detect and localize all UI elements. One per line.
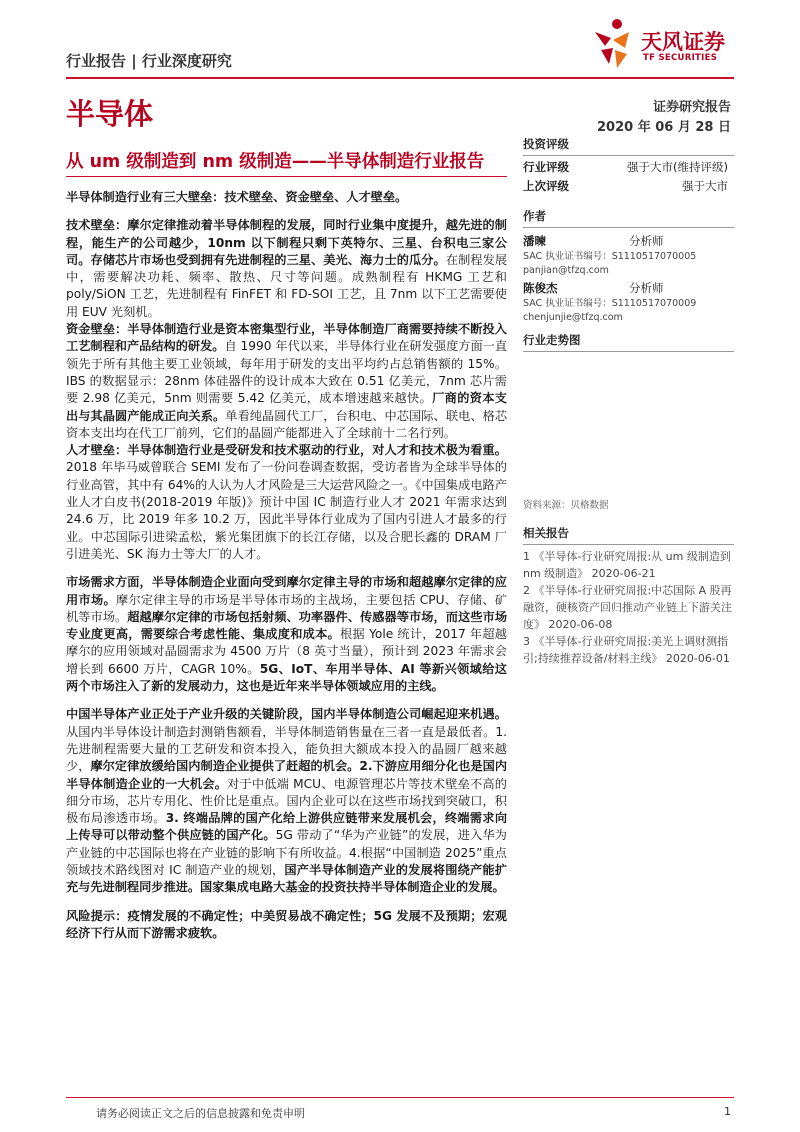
china-opportunity-paragraph	[66, 706, 507, 896]
market-demand-lead: 市场需求方面，半导体制造企业面向受到摩尔定律主导的市场和超越摩尔定律的应用市场。	[66, 575, 507, 607]
page-number: 1	[724, 1105, 731, 1118]
related-list	[523, 548, 734, 667]
prev-rating-row	[523, 177, 734, 196]
capital-barrier-body: 自 1990 年代以来，半导体行业在研发强度方面一直领先于所有其他主要工业领域，每年用于研发的支出平均约占总销售额的 15%。IBS 的数据显示：28nm 体硅器件的设计成本大致在 0.51 亿美元，7nm 芯片需要 2.98 亿美元，5nm 则需要 5.42 亿美元，成本增速越来越快。	[66, 339, 508, 406]
trend-source: 资料来源：贝格数据	[523, 500, 609, 511]
talent-barrier-lead: 人才壁垒：半导体制造行业是受研发和技术驱动的行业，对人才和技术极为看重。	[66, 443, 507, 458]
author-name: 潘暕	[523, 234, 546, 248]
china-opportunity-point-f: 国产半导体制造产业的发展将围绕产能扩充与先进制程同步推进。国家集成电路大基金的投资扶持半导体制造企业的发展。	[66, 862, 508, 895]
title-divider	[66, 176, 507, 177]
author-card	[523, 233, 734, 278]
report-title: 从 um 级制造到 nm 级制造——半导体制造行业报告	[66, 152, 485, 172]
related-header: 相关报告	[523, 525, 734, 545]
related-report-item[interactable]: 2 《半导体-行业研究周报:中芯国际 A 股再融资，硬核资产回归推动产业链上下游关注度》 2020-06-08	[523, 584, 732, 631]
capital-barrier-lead: 资金壁垒：半导体制造行业是资本密集型行业，半导体制造厂商需要持续不断投入工艺制程和产品结构的研发。	[66, 322, 507, 354]
tech-barrier-lead: 技术壁垒：摩尔定律推动着半导体制程的发展，同时行业集中度提升，越先进的制程，能生产的公司越少，10nm 以下制程只剩下英特尔、三星、台积电三家公司。存储芯片市场也受到拥有先进制程的三星、美光、海力士的瓜分。	[66, 218, 507, 267]
capital-barrier-tail: 单看纯晶圆代工厂，台积电、中芯国际、联电、格芯资本支出均在代工厂前列，它们的晶圆产能都进入了全球前十二名行列。	[66, 408, 508, 440]
china-opportunity-body-e: 5G 带动了“华为产业链”的发展，进入华为产业链的中芯国际也将在产业链的影响下有所收益。4.根据“中国制造 2025”重点领域技术路线图对 IC 制造产业的规划，	[66, 828, 507, 877]
trend-section	[523, 332, 734, 352]
market-demand-paragraph	[66, 574, 507, 695]
market-demand-body: 摩尔定律主导的市场是半导体市场的主战场，主要包括 CPU、存储、矿机等市场。	[66, 592, 508, 624]
china-opportunity-point-d: 3. 终端品牌的国产化给上游供应链带来发展机会，终端需求向上传导可以带动整个供应链的国产化。	[66, 811, 508, 843]
talent-barrier-paragraph	[66, 442, 507, 563]
related-report-item[interactable]: 3 《半导体-行业研究周报:美光上调财测指引;持续推荐设备/材料主线》 2020-06-01	[523, 635, 730, 665]
tech-barrier-body: 在制程发展中，需要解决功耗、频率、散热、尺寸等问题。成熟制程有 HKMG 工艺和 poly/SiON 工艺，先进制程有 FinFET 和 FD-SOI 工艺，且 7nm 以下工艺需要使用 EUV 光刻机。	[66, 252, 508, 319]
authors-header: 作者	[523, 208, 734, 228]
logo-mark-icon	[591, 18, 639, 74]
footer-disclaimer: 请务必阅读正文之后的信息披露和免责申明	[96, 1107, 305, 1120]
market-demand-stats: 根据 Yole 统计，2017 年超越摩尔的应用领域对晶圆需求为 4500 万片（8 英寸当量），预计到 2023 年需求会增长到 6600 万片，CAGR 10%。	[66, 627, 507, 676]
rating-value: 强于大市(维持评级)	[627, 160, 728, 174]
capital-barrier-emphasis: 厂商的资本支出与其晶圆产能成正向关系。	[66, 391, 507, 423]
market-demand-emphasis: 超越摩尔定律的市场包括射频、功率器件、传感器等市场，而这些市场专业度更高，需要综合考虑性能、集成度和成本。	[66, 609, 508, 642]
author-role: 分析师	[629, 281, 664, 295]
author-card	[523, 280, 734, 325]
prev-rating-value: 强于大市	[682, 179, 728, 193]
author-role: 分析师	[629, 234, 664, 248]
author-name: 陈俊杰	[523, 281, 558, 295]
related-section	[523, 525, 734, 667]
related-report-item[interactable]: 1 《半导体-行业研究周报:从 um 级制造到 nm 级制造》 2020-06-21	[523, 550, 731, 580]
main-content	[66, 189, 507, 953]
rating-header: 投资评级	[523, 136, 734, 156]
author-email[interactable]: chenjunjie@tfzq.com	[523, 312, 623, 323]
prev-rating-label: 上次评级	[523, 179, 569, 193]
logo-text-en: TF SECURITIES	[643, 53, 718, 63]
intro-paragraph: 半导体制造行业有三大壁垒：技术壁垒、资金壁垒、人才壁垒。	[66, 190, 408, 204]
rating-label: 行业评级	[523, 160, 569, 174]
authors-section	[523, 208, 734, 325]
china-opportunity-body-c: 对于中低端 MCU、电源管理芯片等技术壁垒不高的细分市场，芯片专用化、性价比是重点。国内企业可以在这些市场找到突破口，积极布局渗透市场。	[66, 776, 507, 826]
trend-chart-area	[523, 351, 734, 491]
report-type: 证券研究报告	[652, 100, 731, 115]
capital-barrier-paragraph	[66, 321, 507, 442]
rating-row	[523, 158, 734, 177]
china-opportunity-point-b: 摩尔定律放缓给国内制造企业提供了赶超的机会。2.下游应用细分化也是国内半导体制造企业的一大机会。	[66, 759, 508, 791]
header-divider	[66, 77, 734, 79]
logo-text-cn: 天风证券	[641, 30, 725, 54]
rating-section	[523, 136, 734, 196]
trend-header: 行业走势图	[523, 332, 734, 352]
author-cert: SAC 执业证书编号：S1110517070009	[523, 298, 697, 309]
china-opportunity-lead: 中国半导体产业正处于产业升级的关键阶段，国内半导体制造公司崛起迎来机遇。	[66, 707, 507, 722]
china-opportunity-body-a: 从国内半导体设计制造封测销售额看，半导体制造销售量在三者一直是最低者。1.先进制程需要大量的工艺研发和资本投入，能负担大额成本投入的晶圆厂越来越少，	[66, 724, 507, 774]
company-logo	[591, 18, 741, 74]
risk-warning: 风险提示：疫情发展的不确定性；中美贸易战不确定性；5G 发展不及预期；宏观经济下行从而下游需求疲软。	[66, 908, 507, 940]
tech-barrier-paragraph	[66, 217, 507, 321]
footer-divider	[66, 1097, 734, 1098]
report-category: 行业报告 | 行业深度研究	[66, 52, 232, 70]
author-email[interactable]: panjian@tfzq.com	[523, 265, 609, 276]
author-cert: SAC 执业证书编号：S1110517070005	[523, 251, 697, 262]
industry-name: 半导体	[66, 97, 154, 131]
market-demand-conclusion: 5G、IoT、车用半导体、AI 等新兴领域给这两个市场注入了新的发展动力，这也是近年来半导体领域应用的主线。	[66, 661, 507, 694]
report-date: 2020 年 06 月 28 日	[597, 120, 731, 135]
talent-barrier-body: 2018 年毕马威曾联合 SEMI 发布了一份问卷调查数据，受访者皆为全球半导体的行业高管，其中有 64%的人认为人才风险是三大运营风险之一。《中国集成电路产业人才白皮书(2018-2019 年版)》预计中国 IC 制造行业人才 2021 年需求达到 24.6 万，比 2019 年多 10.2 万，因此半导体行业成为了国内引进人才最多的行业。中芯国际引进梁孟松，紫光集团旗下的长江存储，以及合肥长鑫的 DRAM 厂引进美光、SK 海力士等大厂的人才。	[66, 460, 507, 561]
